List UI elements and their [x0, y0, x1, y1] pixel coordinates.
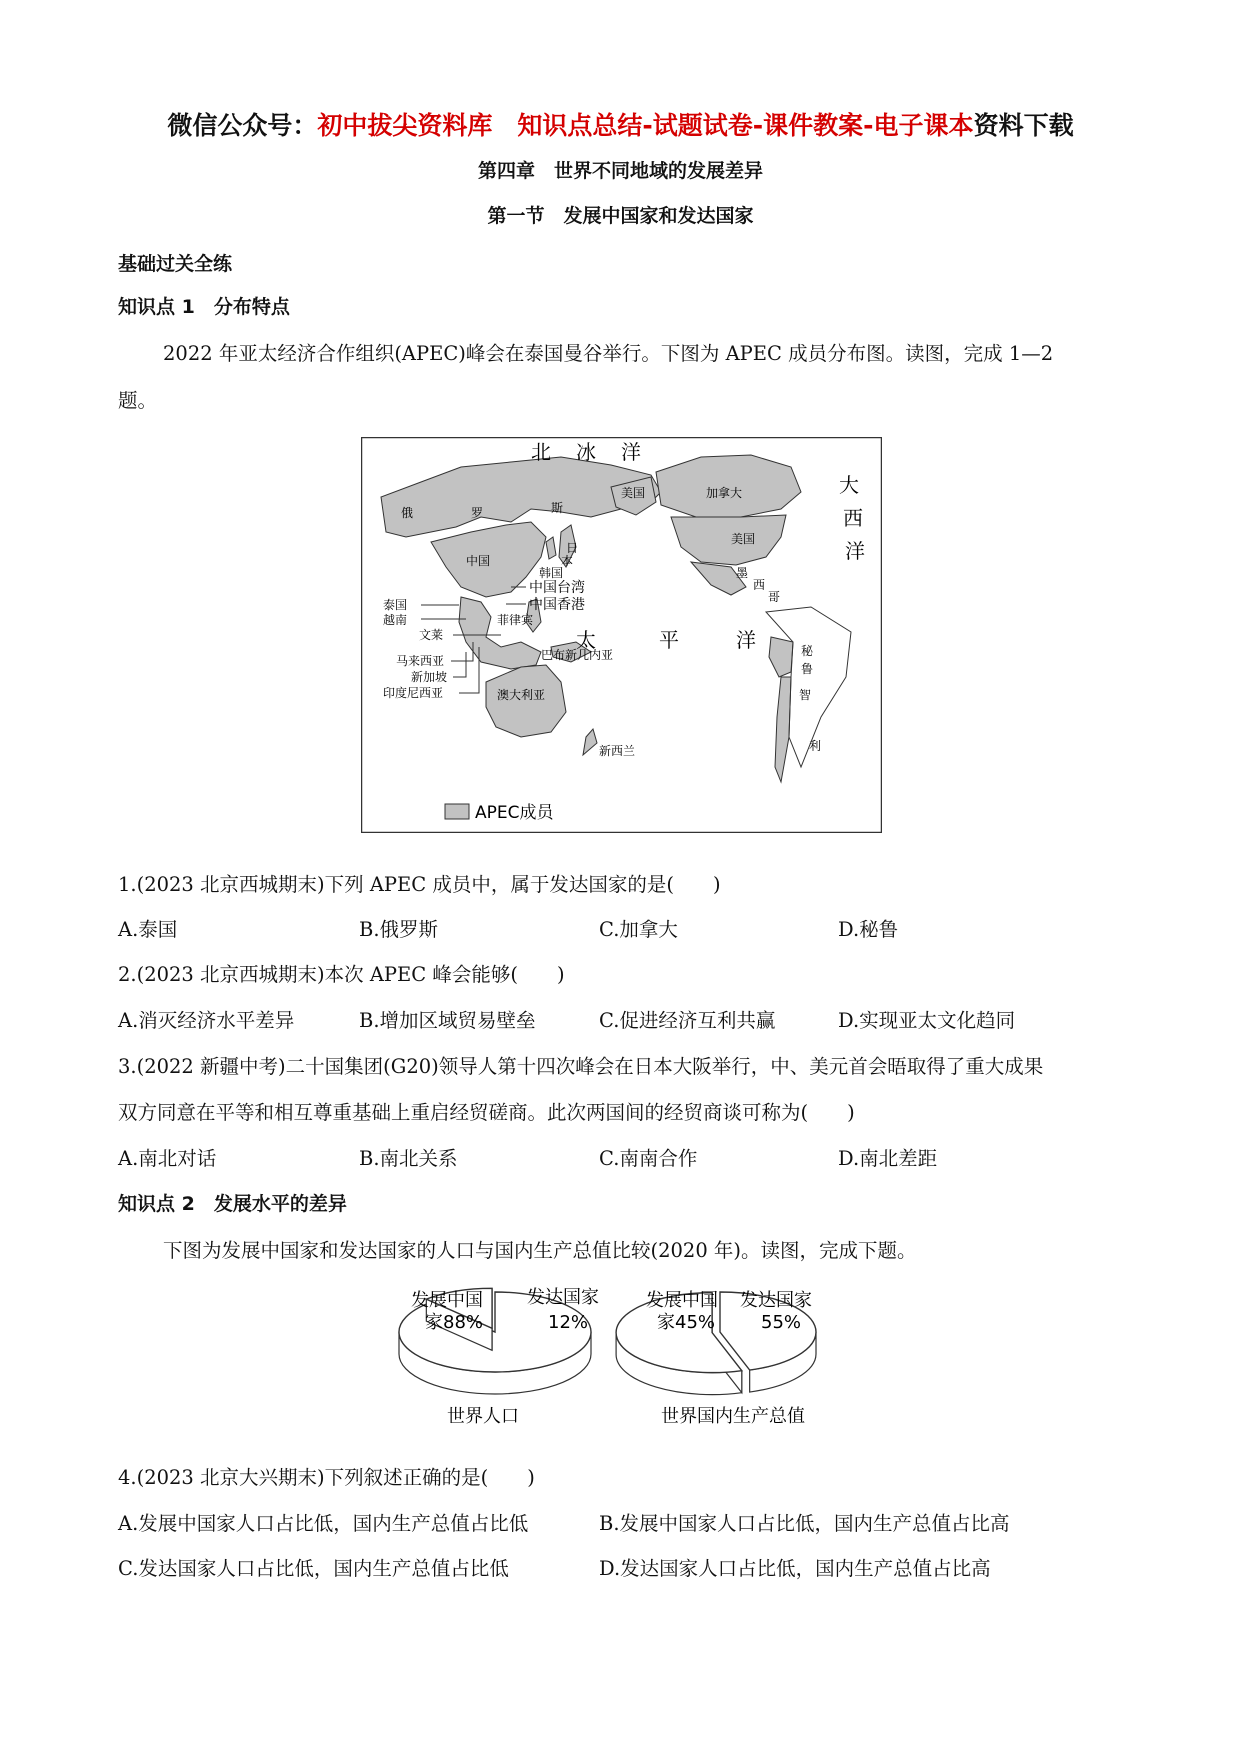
label-china: 中国 [466, 554, 491, 568]
label-russia-1: 俄 [401, 506, 414, 520]
apec-member-map [361, 437, 882, 833]
section-title: 第一节 发展中国家和发达国家 [487, 205, 754, 227]
q4-option-c[interactable]: C.发达国家人口占比低，国内生产总值占比低 [118, 1557, 509, 1580]
pacific-char-3: 洋 [736, 628, 756, 652]
label-japan-1: 日 [566, 541, 579, 555]
banner-prefix: 微信公众号： [167, 111, 318, 140]
atlantic-char-2: 西 [843, 506, 863, 530]
q2-option-b[interactable]: B.增加区域贸易壁垒 [359, 1009, 536, 1032]
pie1-developed-label-1: 发达国家 [527, 1287, 599, 1308]
header-banner [0, 106, 1241, 142]
q3-option-b[interactable]: B.南北关系 [359, 1147, 458, 1170]
label-mexico-3: 哥 [768, 590, 781, 604]
label-russia-2: 罗 [471, 506, 484, 520]
label-indonesia: 印度尼西亚 [383, 686, 444, 700]
q2-option-a[interactable]: A.消灭经济水平差异 [118, 1009, 295, 1032]
pie-charts [395, 1280, 865, 1430]
banner-suffix: 资料下载 [973, 111, 1074, 140]
kp1-heading: 知识点 1 分布特点 [118, 296, 290, 318]
label-chile-2: 利 [809, 739, 822, 753]
pie2-developed-label-2: 55% [761, 1312, 802, 1333]
label-singapore: 新加坡 [411, 670, 448, 684]
label-taiwan: 中国台湾 [529, 580, 585, 596]
q1-stem: 1.(2023 北京西城期末)下列 APEC 成员中，属于发达国家的是( ) [118, 873, 721, 896]
label-mexico-1: 墨 [736, 566, 749, 580]
label-malaysia: 马来西亚 [396, 654, 445, 668]
label-korea: 韩国 [539, 566, 564, 580]
arctic-char-3: 洋 [621, 440, 641, 464]
label-peru-1: 秘 [801, 644, 814, 658]
label-new-zealand: 新西兰 [599, 744, 636, 758]
label-australia: 澳大利亚 [497, 688, 546, 702]
legend-label: APEC成员 [475, 803, 554, 823]
arctic-char-1: 北 [531, 440, 551, 464]
pie1-developed-label-2: 12% [548, 1312, 589, 1333]
label-russia-3: 斯 [551, 501, 564, 515]
pie2-developing-label-2: 家45% [657, 1312, 716, 1333]
kp1-intro-line2: 题。 [118, 389, 158, 412]
pie2-title: 世界国内生产总值 [661, 1406, 805, 1427]
label-mexico-2: 西 [753, 578, 766, 592]
q3-option-c[interactable]: C.南南合作 [599, 1147, 698, 1170]
label-chile-1: 智 [799, 688, 812, 702]
atlantic-char-1: 大 [839, 473, 859, 497]
chapter-title: 第四章 世界不同地域的发展差异 [477, 160, 763, 182]
q3-stem-line1: 3.(2022 新疆中考)二十国集团(G20)领导人第十四次峰会在日本大阪举行，中、美元首会晤取得了重大成果 [118, 1055, 1044, 1078]
practice-heading: 基础过关全练 [118, 253, 233, 275]
q4-stem: 4.(2023 北京大兴期末)下列叙述正确的是( ) [118, 1466, 535, 1489]
kp2-heading: 知识点 2 发展水平的差异 [118, 1193, 347, 1215]
q3-option-a[interactable]: A.南北对话 [118, 1147, 217, 1170]
legend-swatch [445, 804, 469, 819]
q4-option-b[interactable]: B.发展中国家人口占比低，国内生产总值占比高 [599, 1512, 1010, 1535]
kp2-intro: 下图为发展中国家和发达国家的人口与国内生产总值比较(2020 年)。读图，完成下题。 [163, 1239, 917, 1262]
q1-option-b[interactable]: B.俄罗斯 [359, 918, 439, 941]
label-philippines: 菲律宾 [497, 613, 534, 627]
label-japan-2: 本 [561, 554, 574, 568]
banner-red-text: 初中拔尖资料库 知识点总结-试题试卷-课件教案-电子课本 [317, 111, 974, 140]
q3-stem-line2: 双方同意在平等和相互尊重基础上重启经贸磋商。此次两国间的经贸商谈可称为( ) [118, 1101, 855, 1124]
pie1-developing-label-1: 发展中国 [411, 1290, 483, 1311]
atlantic-char-3: 洋 [845, 539, 865, 563]
label-canada: 加拿大 [706, 486, 743, 500]
label-brunei: 文莱 [419, 628, 444, 642]
q1-option-c[interactable]: C.加拿大 [599, 918, 678, 941]
label-thailand: 泰国 [383, 598, 408, 612]
label-usa: 美国 [731, 532, 756, 546]
q4-option-a[interactable]: A.发展中国家人口占比低，国内生产总值占比低 [118, 1512, 529, 1535]
q4-option-d[interactable]: D.发达国家人口占比低，国内生产总值占比高 [599, 1557, 991, 1580]
pie1-developing-label-2: 家88% [425, 1312, 484, 1333]
label-vietnam: 越南 [383, 613, 408, 627]
q2-stem: 2.(2023 北京西城期末)本次 APEC 峰会能够( ) [118, 963, 565, 986]
q2-option-d[interactable]: D.实现亚太文化趋同 [838, 1009, 1016, 1032]
arctic-char-2: 冰 [576, 440, 596, 464]
pacific-char-2: 平 [659, 628, 679, 652]
label-us-alaska: 美国 [621, 486, 646, 500]
label-hongkong: 中国香港 [529, 597, 585, 613]
q2-option-c[interactable]: C.促进经济互利共赢 [599, 1009, 776, 1032]
pie2-developed-label-1: 发达国家 [740, 1290, 812, 1311]
pie1-title: 世界人口 [447, 1406, 519, 1427]
q3-option-d[interactable]: D.南北差距 [838, 1147, 938, 1170]
label-peru-2: 鲁 [801, 662, 814, 676]
q1-option-d[interactable]: D.秘鲁 [838, 918, 899, 941]
pacific-char-1: 太 [576, 628, 596, 652]
label-png: 巴布新几内亚 [541, 648, 614, 662]
kp1-intro-line1: 2022 年亚太经济合作组织(APEC)峰会在泰国曼谷举行。下图为 APEC 成员分布图。读图，完成 1—2 [163, 342, 1054, 365]
pie2-developing-label-1: 发展中国 [646, 1290, 718, 1311]
q1-option-a[interactable]: A.泰国 [118, 918, 178, 941]
